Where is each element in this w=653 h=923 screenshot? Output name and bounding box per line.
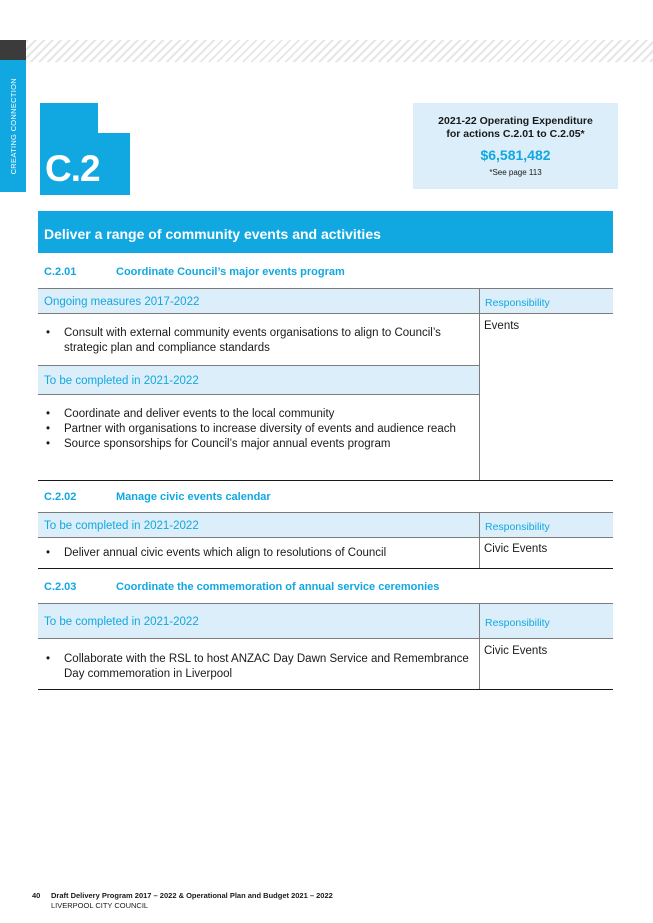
- expenditure-note: *See page 113: [489, 168, 542, 177]
- action-heading: [44, 266, 345, 278]
- column-divider: [479, 288, 480, 480]
- responsibility-label: Responsibility: [485, 617, 550, 629]
- list-item: • Partner with organisations to increase diversity of events and audience reach: [44, 422, 474, 437]
- list-item: • Coordinate and deliver events to the local community: [44, 407, 474, 422]
- list-item: • Source sponsorships for Council’s major annual events program: [44, 437, 474, 452]
- table-divider: [38, 313, 613, 314]
- table-label-row: [38, 365, 479, 395]
- tbc-label: To be completed in 2021-2022: [44, 520, 199, 532]
- section-title: Deliver a range of community events and activities: [44, 226, 381, 242]
- table-bottom-rule: [38, 480, 613, 481]
- responsibility-label: Responsibility: [485, 521, 550, 533]
- expenditure-box: [413, 103, 618, 189]
- tbc-label: To be completed in 2021-2022: [44, 375, 199, 387]
- table-divider: [38, 537, 613, 538]
- expenditure-title-line1: 2021-22 Operating Expenditure: [438, 115, 593, 127]
- sidebar-label: CREATING CONNECTION: [8, 77, 18, 175]
- badge-label: C.2: [45, 148, 100, 189]
- action-title: Coordinate the commemoration of annual service ceremonies: [116, 581, 440, 593]
- action-heading: [44, 581, 439, 593]
- responsibility-value: Civic Events: [484, 543, 548, 555]
- section-header: [38, 211, 613, 253]
- action-table: [38, 603, 613, 690]
- action-code: C.2.02: [44, 491, 77, 503]
- bullet-list: [44, 546, 474, 561]
- footer-title: Draft Delivery Program 2017 – 2022 & Operational Plan and Budget 2021 – 2022: [51, 891, 333, 900]
- footer-page-number: 40: [32, 891, 41, 900]
- action-table: [38, 288, 613, 481]
- action-code: C.2.03: [44, 581, 77, 593]
- table-bottom-rule: [38, 689, 613, 690]
- bullet-list: [44, 326, 474, 356]
- column-divider: [479, 512, 480, 568]
- list-item: • Consult with external community events organisations to align to Council’s strategic plan and compliance standards: [44, 326, 474, 356]
- action-title: Manage civic events calendar: [116, 491, 271, 503]
- ongoing-label: Ongoing measures 2017-2022: [44, 296, 200, 308]
- sidebar-label-wrap: [0, 60, 26, 192]
- responsibility-value: Events: [484, 320, 520, 332]
- expenditure-title-line2: for actions C.2.01 to C.2.05*: [446, 128, 585, 140]
- table-label-row: [38, 288, 613, 314]
- table-divider: [38, 638, 613, 639]
- expenditure-amount: $6,581,482: [480, 147, 551, 163]
- header-dark-tab: [0, 40, 26, 60]
- footer-org: LIVERPOOL CITY COUNCIL: [51, 901, 149, 910]
- action-title: Coordinate Council’s major events program: [116, 266, 345, 278]
- bullet-list: [44, 652, 474, 682]
- column-divider: [479, 603, 480, 689]
- responsibility-label: Responsibility: [485, 297, 550, 309]
- table-label-row: [38, 512, 613, 538]
- list-item: • Collaborate with the RSL to host ANZAC Day Dawn Service and Remembrance Day commemoration in Liverpool: [44, 652, 474, 682]
- tbc-label: To be completed in 2021-2022: [44, 616, 199, 628]
- expenditure-title: [413, 115, 618, 141]
- action-code: C.2.01: [44, 266, 77, 278]
- responsibility-value: Civic Events: [484, 645, 548, 657]
- action-table: [38, 512, 613, 569]
- table-divider: [38, 394, 479, 395]
- header-hatch-band: [26, 40, 653, 62]
- list-item: • Deliver annual civic events which align to resolutions of Council: [44, 546, 474, 561]
- bullet-list: [44, 407, 474, 452]
- action-heading: [44, 491, 271, 503]
- table-label-row: [38, 603, 613, 639]
- table-bottom-rule: [38, 568, 613, 569]
